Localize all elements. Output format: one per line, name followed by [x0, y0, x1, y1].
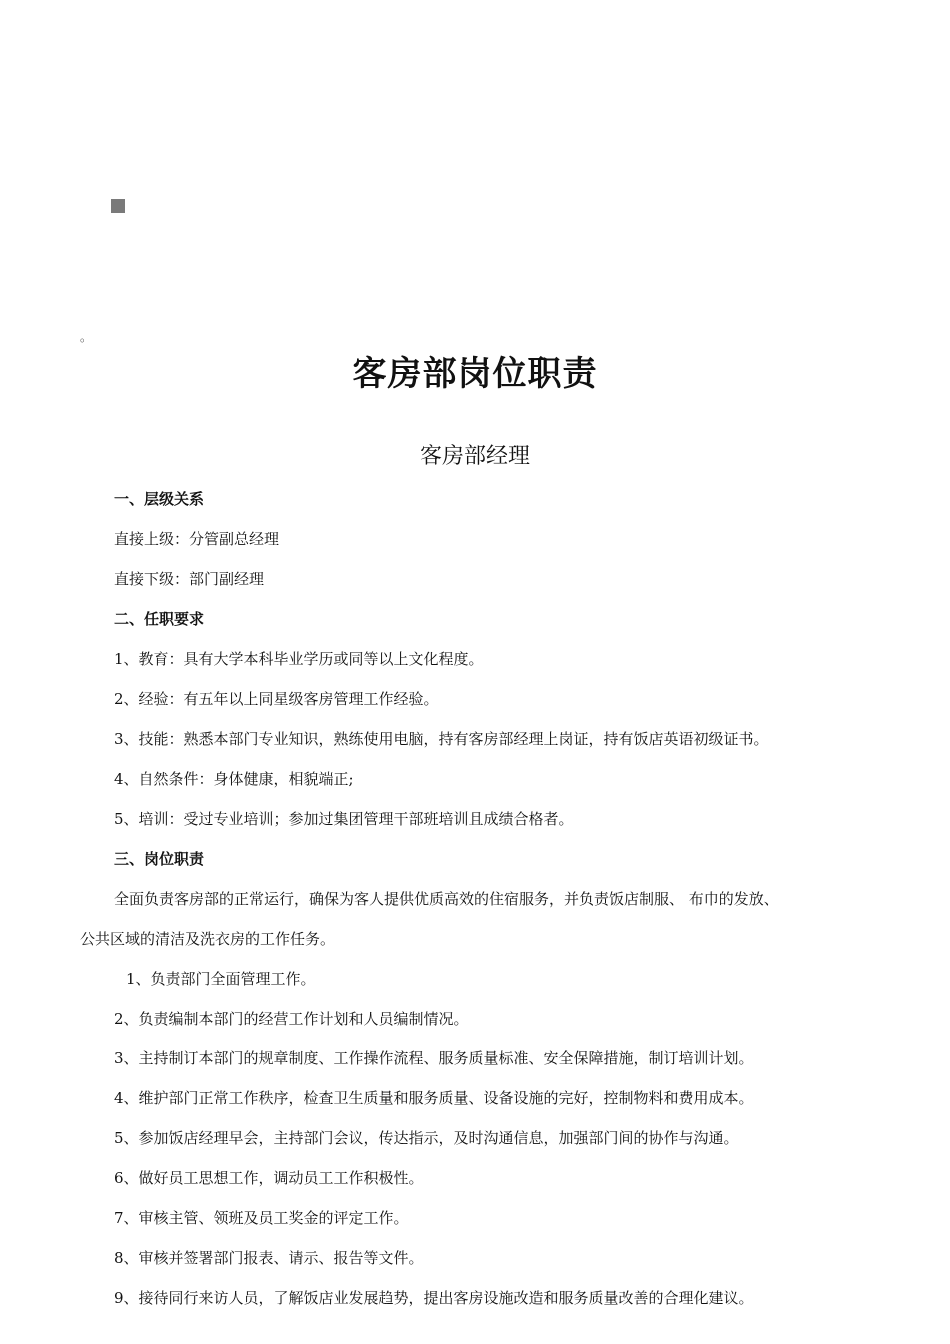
- position-title: 客房部经理: [419, 444, 530, 469]
- duty-item: 6、做好员工思想工作，调动员工工作积极性。: [114, 1169, 424, 1187]
- duty-item: 5、参加饭店经理早会，主持部门会议，传达指示，及时沟通信息，加强部门间的协作与沟通。: [114, 1129, 739, 1147]
- duty-item: 9、接待同行来访人员，了解饭店业发展趋势，提出客房设施改造和服务质量改善的合理化建议。: [114, 1289, 754, 1307]
- duties-intro-line-2: 公共区域的清洁及洗衣房的工作任务。: [80, 930, 336, 948]
- requirement-item: 4、自然条件：身体健康，相貌端正;: [114, 770, 354, 788]
- subordinate-line: 直接下级：部门副经理: [114, 570, 265, 588]
- duty-item: 4、维护部门正常工作秩序，检查卫生质量和服务质量、设备设施的完好，控制物料和费用成本。: [114, 1089, 754, 1107]
- duties-intro-line-1: 全面负责客房部的正常运行，确保为客人提供优质高效的住宿服务，并负责饭店制服、 布巾的发放、: [114, 890, 779, 908]
- section-heading-hierarchy: 一、层级关系: [114, 490, 205, 508]
- section-heading-requirements: 二、任职要求: [114, 610, 205, 628]
- duty-item: 1、负责部门全面管理工作。: [126, 970, 316, 988]
- duty-item: 2、负责编制本部门的经营工作计划和人员编制情况。: [114, 1010, 469, 1028]
- requirement-item: 5、培训：受过专业培训；参加过集团管理干部班培训且成绩合格者。: [114, 810, 574, 828]
- requirement-item: 1、教育：具有大学本科毕业学历或同等以上文化程度。: [114, 650, 484, 668]
- duty-item: 8、审核并签署部门报表、请示、报告等文件。: [114, 1249, 424, 1267]
- requirement-item: 3、技能：熟悉本部门专业知识，熟练使用电脑，持有客房部经理上岗证，持有饭店英语初级证书。: [114, 730, 769, 748]
- document-title: 客房部岗位职责: [352, 354, 598, 394]
- square-bullet-icon: [111, 199, 125, 213]
- superior-line: 直接上级：分管副总经理: [114, 530, 280, 548]
- duty-item: 7、审核主管、领班及员工奖金的评定工作。: [114, 1209, 409, 1227]
- duty-item: 3、主持制订本部门的规章制度、工作操作流程、服务质量标准、安全保障措施，制订培训计划。: [114, 1049, 754, 1067]
- section-heading-duties: 三、岗位职责: [114, 850, 205, 868]
- requirement-item: 2、经验：有五年以上同星级客房管理工作经验。: [114, 690, 439, 708]
- small-mark: 。: [80, 330, 93, 344]
